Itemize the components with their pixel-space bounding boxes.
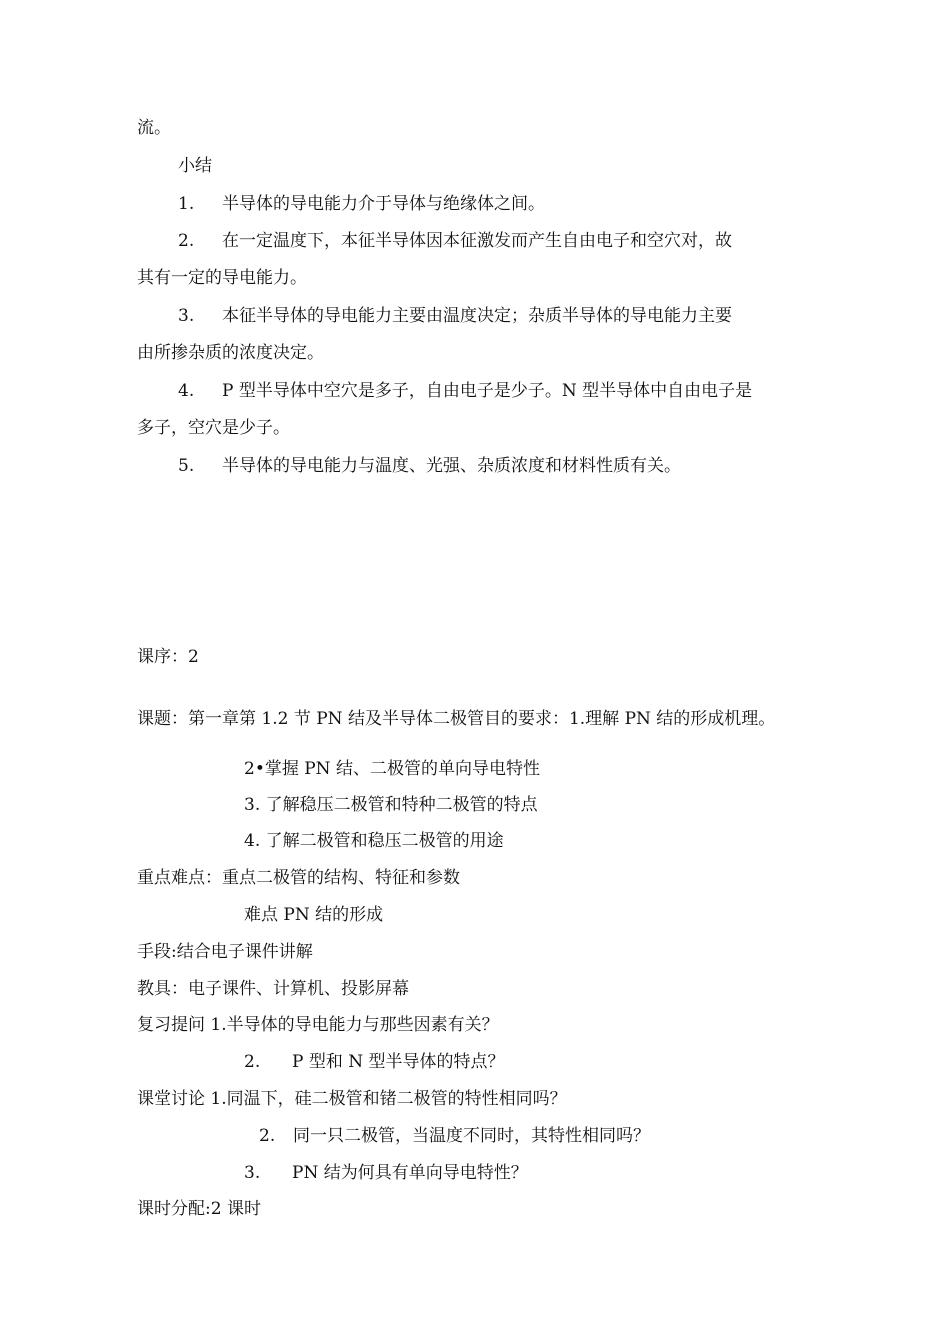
lesson-tools: 教具：电子课件、计算机、投影屏幕 xyxy=(137,979,409,999)
summary-item-5 xyxy=(178,455,681,477)
item-number: 3. xyxy=(244,1163,261,1183)
item-text: P 型和 N 型半导体的特点？ xyxy=(292,1052,505,1072)
paragraph-continuation: 流。 xyxy=(137,118,171,138)
lesson-order: 课序：2 xyxy=(137,647,199,667)
summary-item-4-continuation: 多子，空穴是少子。 xyxy=(137,418,290,438)
summary-item-1 xyxy=(178,193,545,215)
lesson-difficulty: 难点 PN 结的形成 xyxy=(244,905,384,925)
review-question-1: 复习提问 1.半导体的导电能力与那些因素有关？ xyxy=(137,1015,499,1035)
summary-item-2 xyxy=(178,230,732,252)
item-text: 半导体的导电能力介于导体与绝缘体之间。 xyxy=(222,194,545,214)
discussion-question-3 xyxy=(244,1162,528,1184)
item-number: 2. xyxy=(259,1126,276,1146)
item-text: 半导体的导电能力与温度、光强、杂质浓度和材料性质有关。 xyxy=(222,456,681,476)
review-question-2 xyxy=(244,1051,505,1073)
lesson-goal-3: 3. 了解稳压二极管和特种二极管的特点 xyxy=(244,795,538,815)
summary-heading: 小结 xyxy=(178,156,212,176)
summary-item-3 xyxy=(178,305,732,327)
item-text: P 型半导体中空穴是多子，自由电子是少子。N 型半导体中自由电子是 xyxy=(222,381,753,401)
lesson-goal-4: 4. 了解二极管和稳压二极管的用途 xyxy=(244,831,504,851)
summary-item-4 xyxy=(178,380,752,402)
discussion-question-1: 课堂讨论 1.同温下，硅二极管和锗二极管的特性相同吗？ xyxy=(137,1089,567,1109)
item-number: 5. xyxy=(178,456,195,476)
lesson-hours: 课时分配:2 课时 xyxy=(137,1199,261,1219)
item-number: 1. xyxy=(178,194,195,214)
summary-item-3-continuation: 由所掺杂质的浓度决定。 xyxy=(137,343,324,363)
item-text: 在一定温度下，本征半导体因本征激发而产生自由电子和空穴对，故 xyxy=(222,231,732,251)
lesson-topic: 课题：第一章第 1.2 节 PN 结及半导体二极管目的要求：1.理解 PN 结的形成机理。 xyxy=(137,709,776,729)
item-number: 2. xyxy=(178,231,195,251)
item-text: PN 结为何具有单向导电特性？ xyxy=(292,1163,528,1183)
item-number: 4. xyxy=(178,381,195,401)
summary-item-2-continuation: 其有一定的导电能力。 xyxy=(137,268,307,288)
item-text: 本征半导体的导电能力主要由温度决定；杂质半导体的导电能力主要 xyxy=(222,306,732,326)
lesson-method: 手段:结合电子课件讲解 xyxy=(137,942,313,962)
discussion-question-2 xyxy=(259,1125,650,1147)
item-number: 2. xyxy=(244,1052,261,1072)
lesson-goal-2: 2•掌握 PN 结、二极管的单向导电特性 xyxy=(244,759,540,779)
item-text: 同一只二极管，当温度不同时，其特性相同吗？ xyxy=(293,1126,650,1146)
lesson-key-points: 重点难点：重点二极管的结构、特征和参数 xyxy=(137,868,460,888)
item-number: 3. xyxy=(178,306,195,326)
